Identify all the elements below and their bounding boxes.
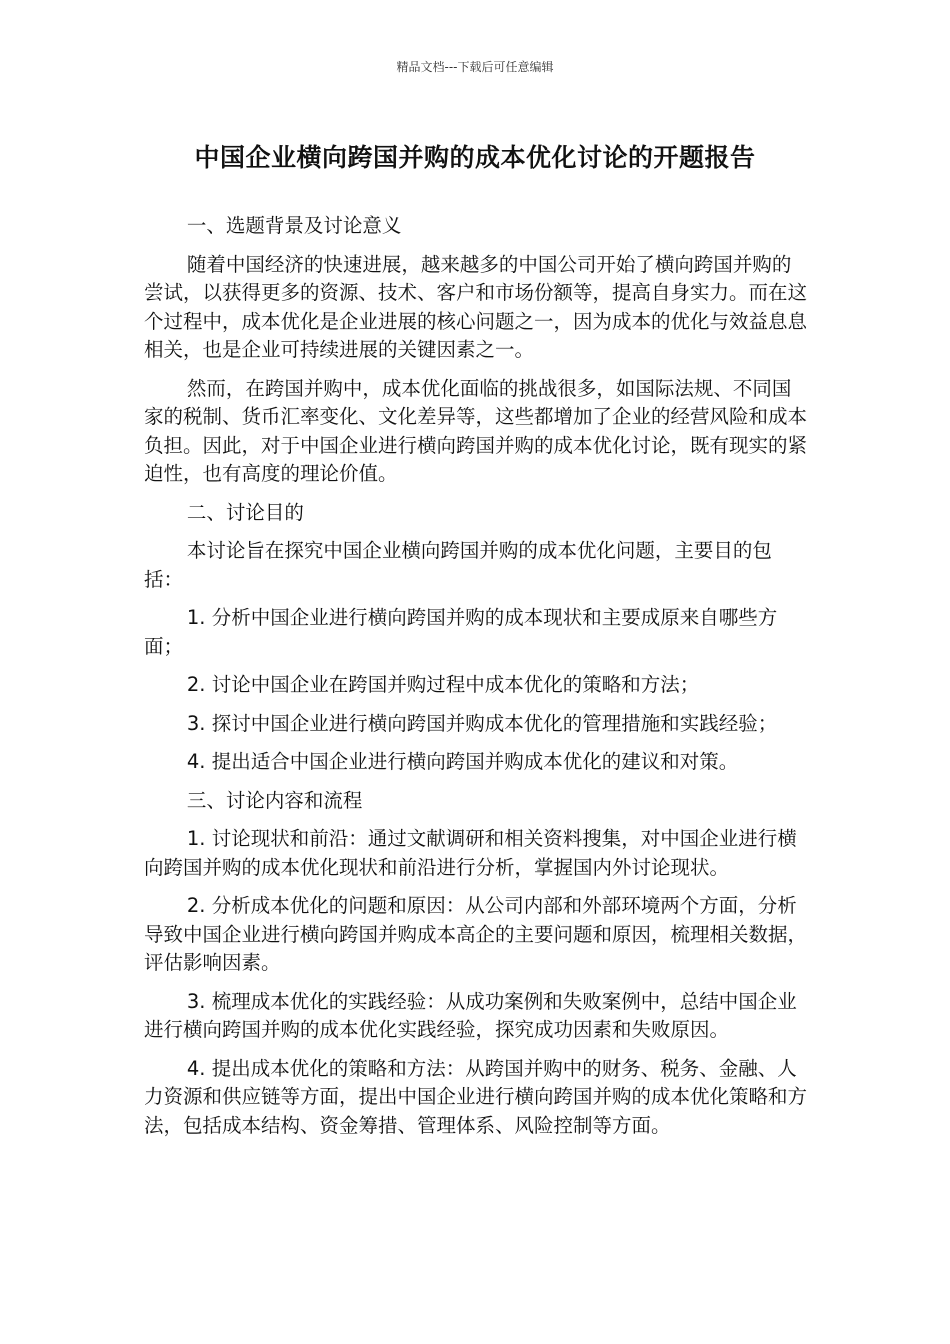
list-item: 1. 分析中国企业进行横向跨国并购的成本现状和主要成原来自哪些方面； (144, 606, 778, 658)
section-heading: 三、讨论内容和流程 (186, 788, 363, 812)
document-body (144, 212, 808, 1150)
paragraph: 然而，在跨国并购中，成本优化面临的挑战很多，如国际法规、不同国家的税制、货币汇率变化、文化差异等，这些都增加了企业的经营风险和成本负担。因此，对于中国企业进行横向跨国并购的成本优化讨论，既有现实的紧迫性，也有高度的理论价值。 (144, 376, 808, 485)
section-heading: 一、选题背景及讨论意义 (186, 214, 402, 237)
list-item: 4. 提出适合中国企业进行横向跨国并购成本优化的建议和对策。 (186, 750, 739, 773)
list-item: 1. 讨论现状和前沿：通过文献调研和相关资料搜集，对中国企业进行横向跨国并购的成本优化现状和前沿进行分析，掌握国内外讨论现状。 (144, 827, 797, 879)
list-item: 2. 分析成本优化的问题和原因：从公司内部和外部环境两个方面，分析导致中国企业进行横向跨国并购成本高企的主要问题和原因，梳理相关数据，评估影响因素。 (144, 894, 808, 974)
header-note: 精品文档---下载后可任意编辑 (396, 60, 554, 74)
paragraph: 随着中国经济的快速进展，越来越多的中国公司开始了横向跨国并购的尝试，以获得更多的资源、技术、客户和市场份额等，提高自身实力。而在这个过程中，成本优化是企业进展的核心问题之一，因为成本的优化与效益息息相关，也是企业可持续进展的关键因素之一。 (144, 252, 808, 361)
list-item: 3. 梳理成本优化的实践经验：从成功案例和失败案例中，总结中国企业进行横向跨国并购的成本优化实践经验，探究成功因素和失败原因。 (144, 989, 797, 1041)
section-heading: 二、讨论目的 (186, 500, 304, 524)
section-background (144, 212, 808, 489)
document-title: 中国企业横向跨国并购的成本优化讨论的开题报告 (194, 143, 756, 172)
section-objectives (144, 499, 808, 777)
list-item: 3. 探讨中国企业进行横向跨国并购成本优化的管理措施和实践经验； (186, 711, 778, 735)
paragraph: 本讨论旨在探究中国企业横向跨国并购的成本优化问题，主要目的包括： (144, 539, 772, 591)
list-item: 4. 提出成本优化的策略和方法：从跨国并购中的财务、税务、金融、人力资源和供应链等方面，提出中国企业进行横向跨国并购的成本优化策略和方法，包括成本结构、资金筹措、管理体系、风险控制等方面。 (144, 1056, 808, 1137)
list-item: 2. 讨论中国企业在跨国并购过程中成本优化的策略和方法； (186, 673, 700, 696)
section-content-process (144, 787, 808, 1141)
